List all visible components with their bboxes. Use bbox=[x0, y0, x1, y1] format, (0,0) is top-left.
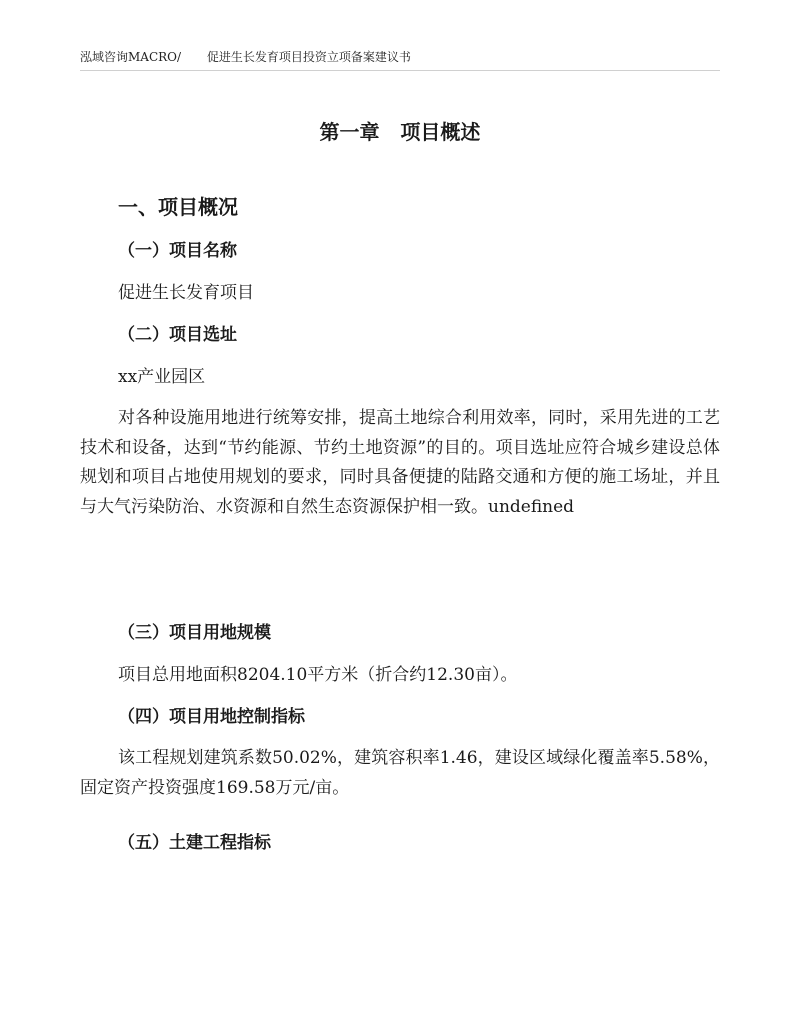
header-document-title: 促进生长发育项目投资立项备案建议书 bbox=[206, 50, 411, 64]
project-name-text: 促进生长发育项目 bbox=[118, 283, 254, 303]
land-control-paragraph: 该工程规划建筑系数50.02%，建筑容积率1.46，建设区域绿化覆盖率5.58%，固定资产投资强度169.58万元/亩。 bbox=[80, 748, 720, 798]
project-site-text: xx产业园区 bbox=[118, 367, 206, 387]
land-scale-text: 项目总用地面积8204.10平方米（折合约12.30亩）。 bbox=[118, 665, 518, 685]
project-site-paragraph: 对各种设施用地进行统筹安排，提高土地综合利用效率，同时，采用先进的工艺技术和设备，达到“节约能源、节约土地资源”的目的。项目选址应符合城乡建设总体规划和项目占地使用规划的要求，同时具备便捷的陆路交通和方便的施工场址，并且与大气污染防治、水资源和自然生态资源保护相一致。undefined bbox=[80, 408, 720, 517]
subheading-land-scale: （三）项目用地规模 bbox=[118, 623, 271, 643]
chapter-title: 第一章 项目概述 bbox=[319, 120, 481, 144]
page-header bbox=[80, 44, 720, 70]
section-heading-project-overview: 一、项目概况 bbox=[118, 195, 238, 219]
subheading-civil-works-indicators: （五）土建工程指标 bbox=[118, 833, 271, 853]
header-publisher: 泓域咨询MACRO/ bbox=[80, 50, 182, 64]
subheading-project-name: （一）项目名称 bbox=[118, 241, 237, 261]
header-divider bbox=[80, 70, 720, 71]
subheading-land-control-indicators: （四）项目用地控制指标 bbox=[118, 707, 305, 727]
subheading-project-site: （二）项目选址 bbox=[118, 325, 237, 345]
